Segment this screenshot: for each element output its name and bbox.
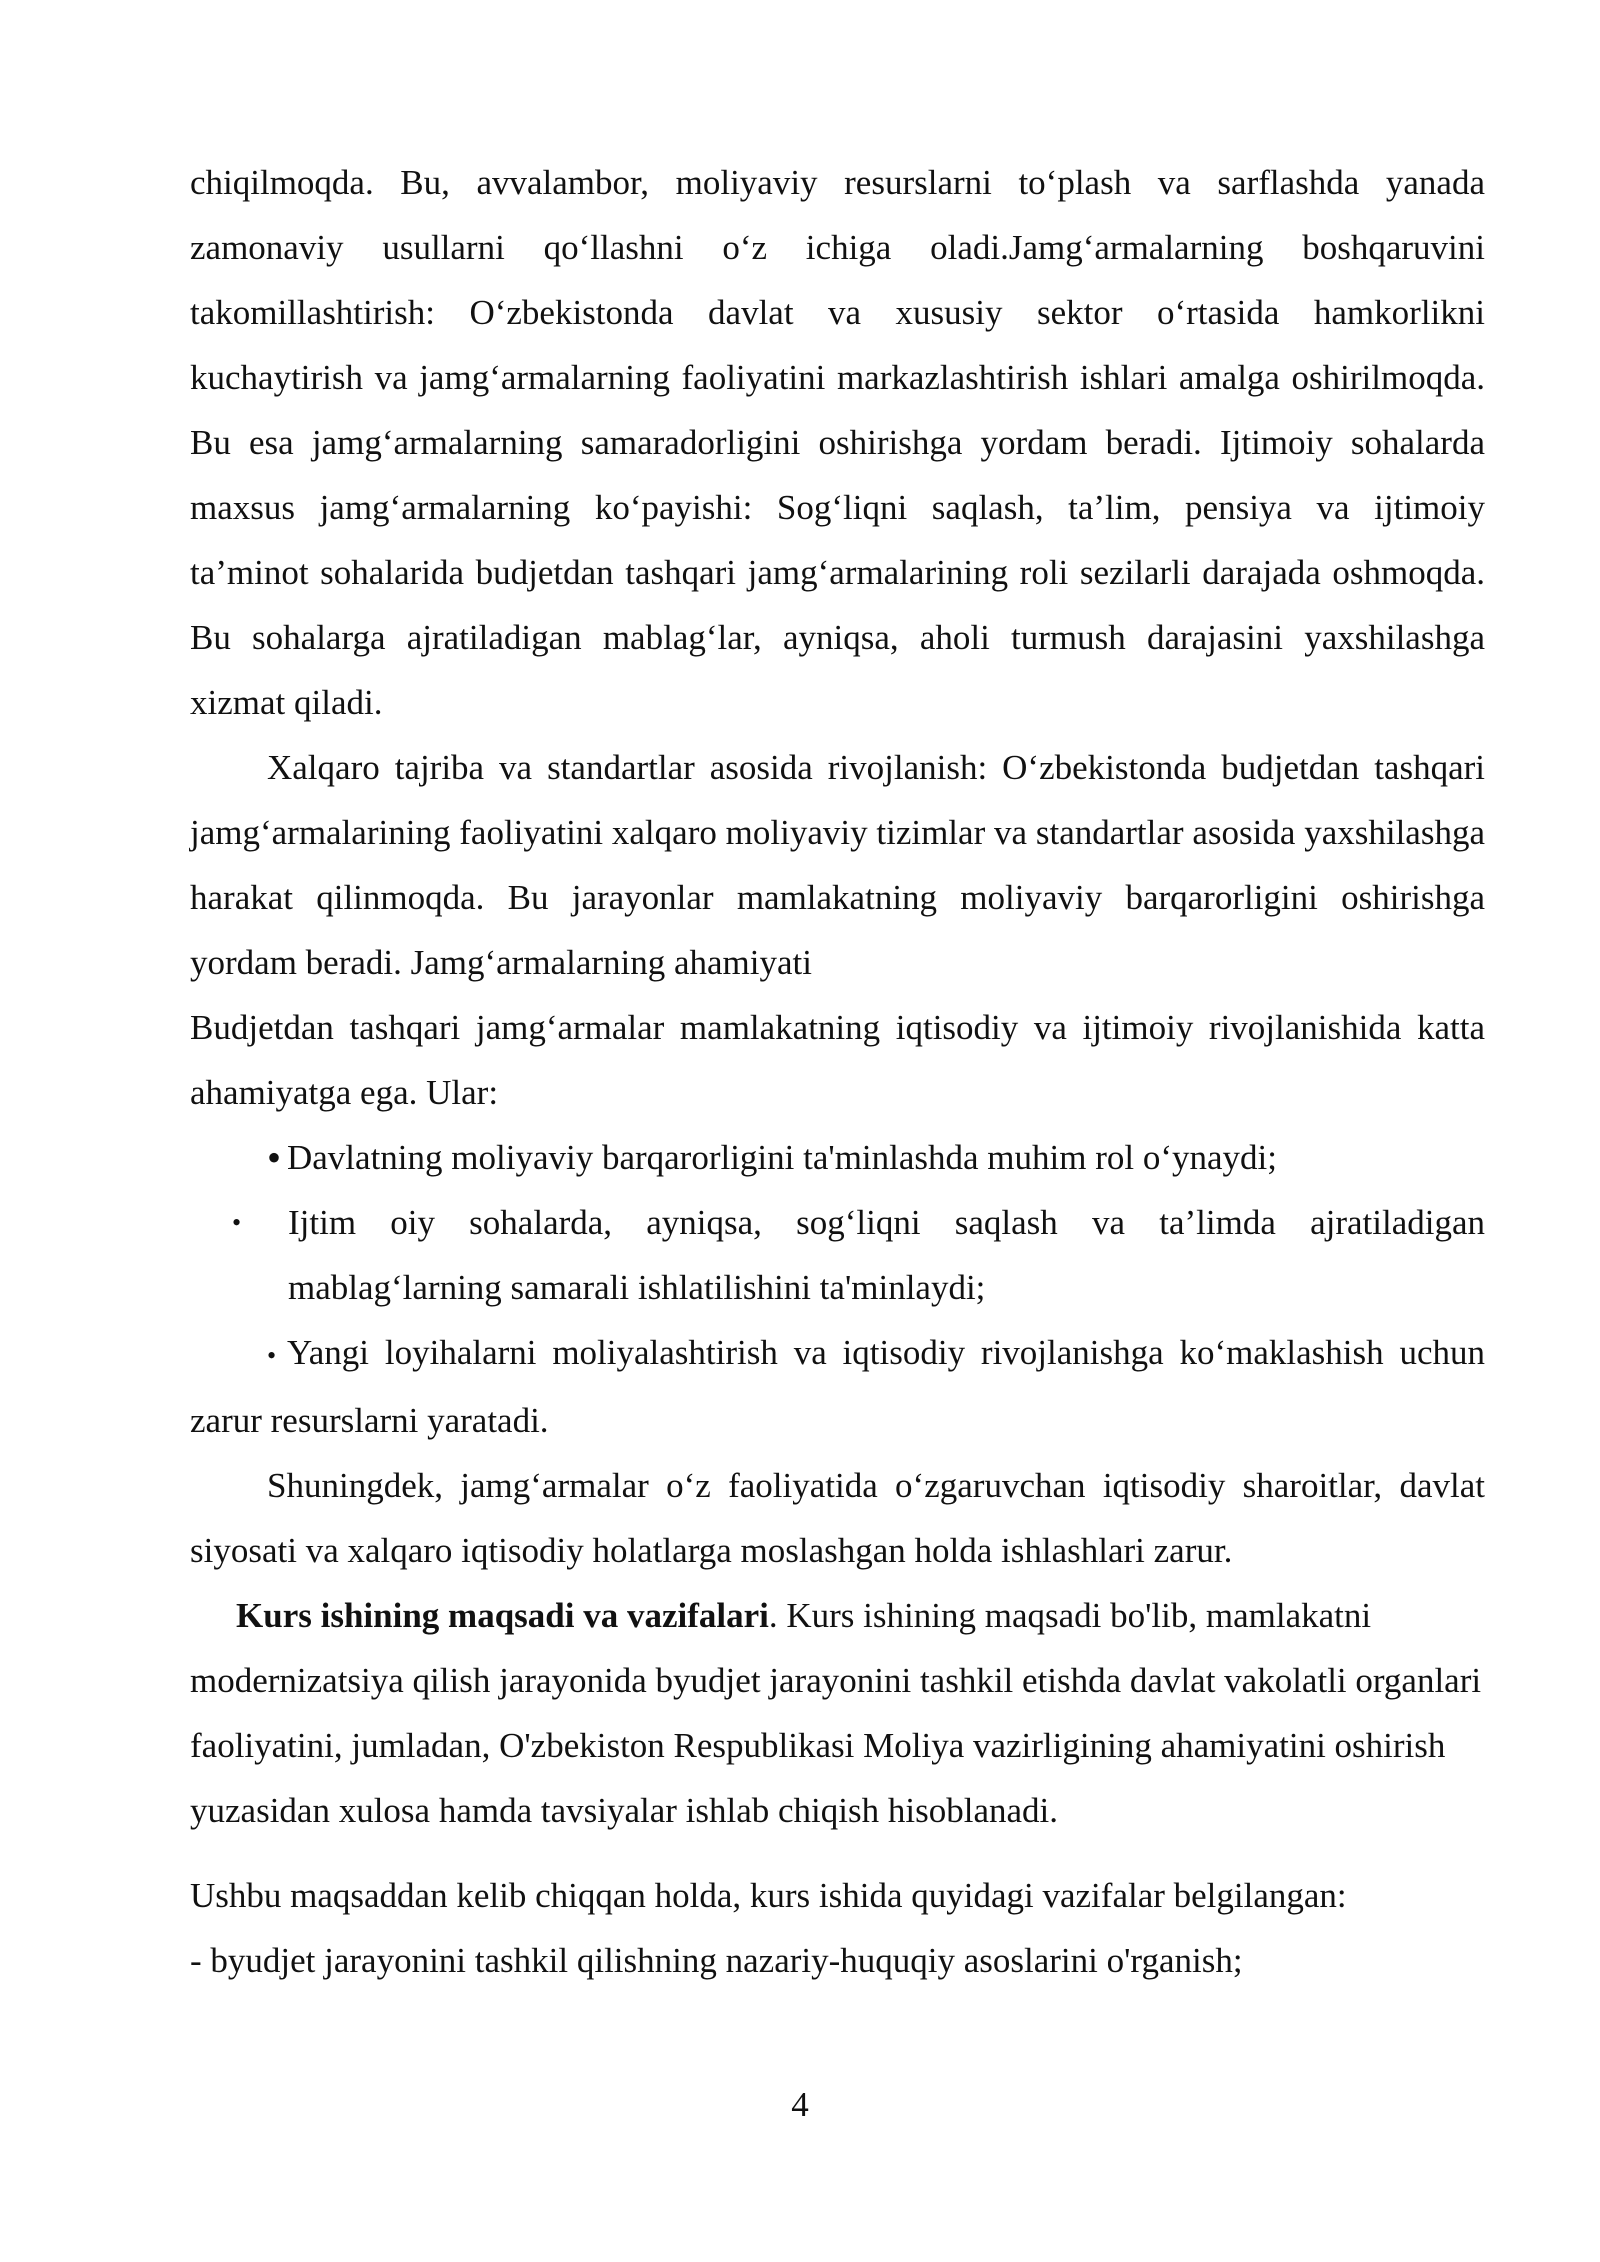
paragraph-tasks-intro: Ushbu maqsaddan kelib chiqqan holda, kurs ishida quyidagi vazifalar belgilangan: [190,1876,1347,1915]
task-item: - byudjet jarayonini tashkil qilishning nazariy-huquqiy asoslarini o'rganish; [190,1941,1243,1980]
list-item [190,1320,1485,1453]
bullet-icon: • [267,1341,277,1370]
list-item [190,1125,1485,1190]
paragraph-funds-importance: Budjetdan tashqari jamg‘armalar mamlakatning iqtisodiy va ijtimoiy rivojlanishida katta ahamiyatga ega. Ular: [190,1008,1485,1112]
paragraph-course-goal [190,1583,1485,1843]
page-number: 4 [791,2085,809,2124]
paragraph-funds-management: chiqilmoqda. Bu, avvalambor, moliyaviy resurslarni to‘plash va sarflashda yanada zamonaviy usullarni qo‘llashni o‘z ichiga oladi.Jamg‘armalarning boshqaruvini takomillashtirish: O‘zbekistonda davlat va xususiy sektor o‘rtasida hamkorlikni kuchaytirish va jamg‘armalarning faoliyatini markazlashtirish ishlari amalga oshirilmoqda. Bu esa jamg‘armalarning samaradorligini oshirishga yordam beradi. Ijtimoiy sohalarda maxsus jamg‘armalarning ko‘payishi: Sog‘liqni saqlash, ta’lim, pensiya va ijtimoiy ta’minot sohalarida budjetdan tashqari jamg‘armalarining roli sezilarli darajada oshmoqda. Bu sohalarga ajratiladigan mablag‘lar, ayniqsa, aholi turmush darajasini yaxshilashga xizmat qiladi. [190,163,1485,722]
list-item-text: Ijtim oiy sohalarda, ayniqsa, sog‘liqni saqlash va ta’limda ajratiladigan mablag‘larning samarali ishlatilishini ta'minlaydi; [288,1203,1485,1307]
list-item [190,1190,1485,1320]
page-content [190,150,1485,1993]
section-heading: Kurs ishining maqsadi va vazifalari [236,1596,769,1635]
list-item-text: Yangi loyihalarni moliyalashtirish va iqtisodiy rivojlanishga ko‘maklashish uchun zarur resurslarni yaratadi. [190,1333,1485,1440]
paragraph-adaptation: Shuningdek, jamg‘armalar o‘z faoliyatida o‘zgaruvchan iqtisodiy sharoitlar, davlat siyosati va xalqaro iqtisodiy holatlarga moslashgan holda ishlashlari zarur. [190,1466,1485,1570]
bullet-icon: • [232,1208,242,1237]
course-goal-text: . Kurs ishining maqsadi bo'lib, mamlakatni modernizatsiya qilish jarayonida byudjet jarayonini tashkil etishda davlat vakolatli organlari faoliyatini, jumladan, O'zbekiston Respublikasi Moliya vazirligining ahamiyatini oshirish yuzasidan xulosa hamda tavsiyalar ishlab chiqish hisoblanadi. [190,1596,1482,1830]
bullet-icon: • [267,1135,282,1180]
paragraph-international-experience: Xalqaro tajriba va standartlar asosida rivojlanish: O‘zbekistonda budjetdan tashqari jamg‘armalarining faoliyatini xalqaro moliyaviy tizimlar va standartlar asosida yaxshilashga harakat qilinmoqda. Bu jarayonlar mamlakatning moliyaviy barqarorligini oshirishga yordam beradi. Jamg‘armalarning ahamiyati [190,748,1485,982]
list-item-text: Davlatning moliyaviy barqarorligini ta'minlashda muhim rol o‘ynaydi; [287,1138,1277,1177]
